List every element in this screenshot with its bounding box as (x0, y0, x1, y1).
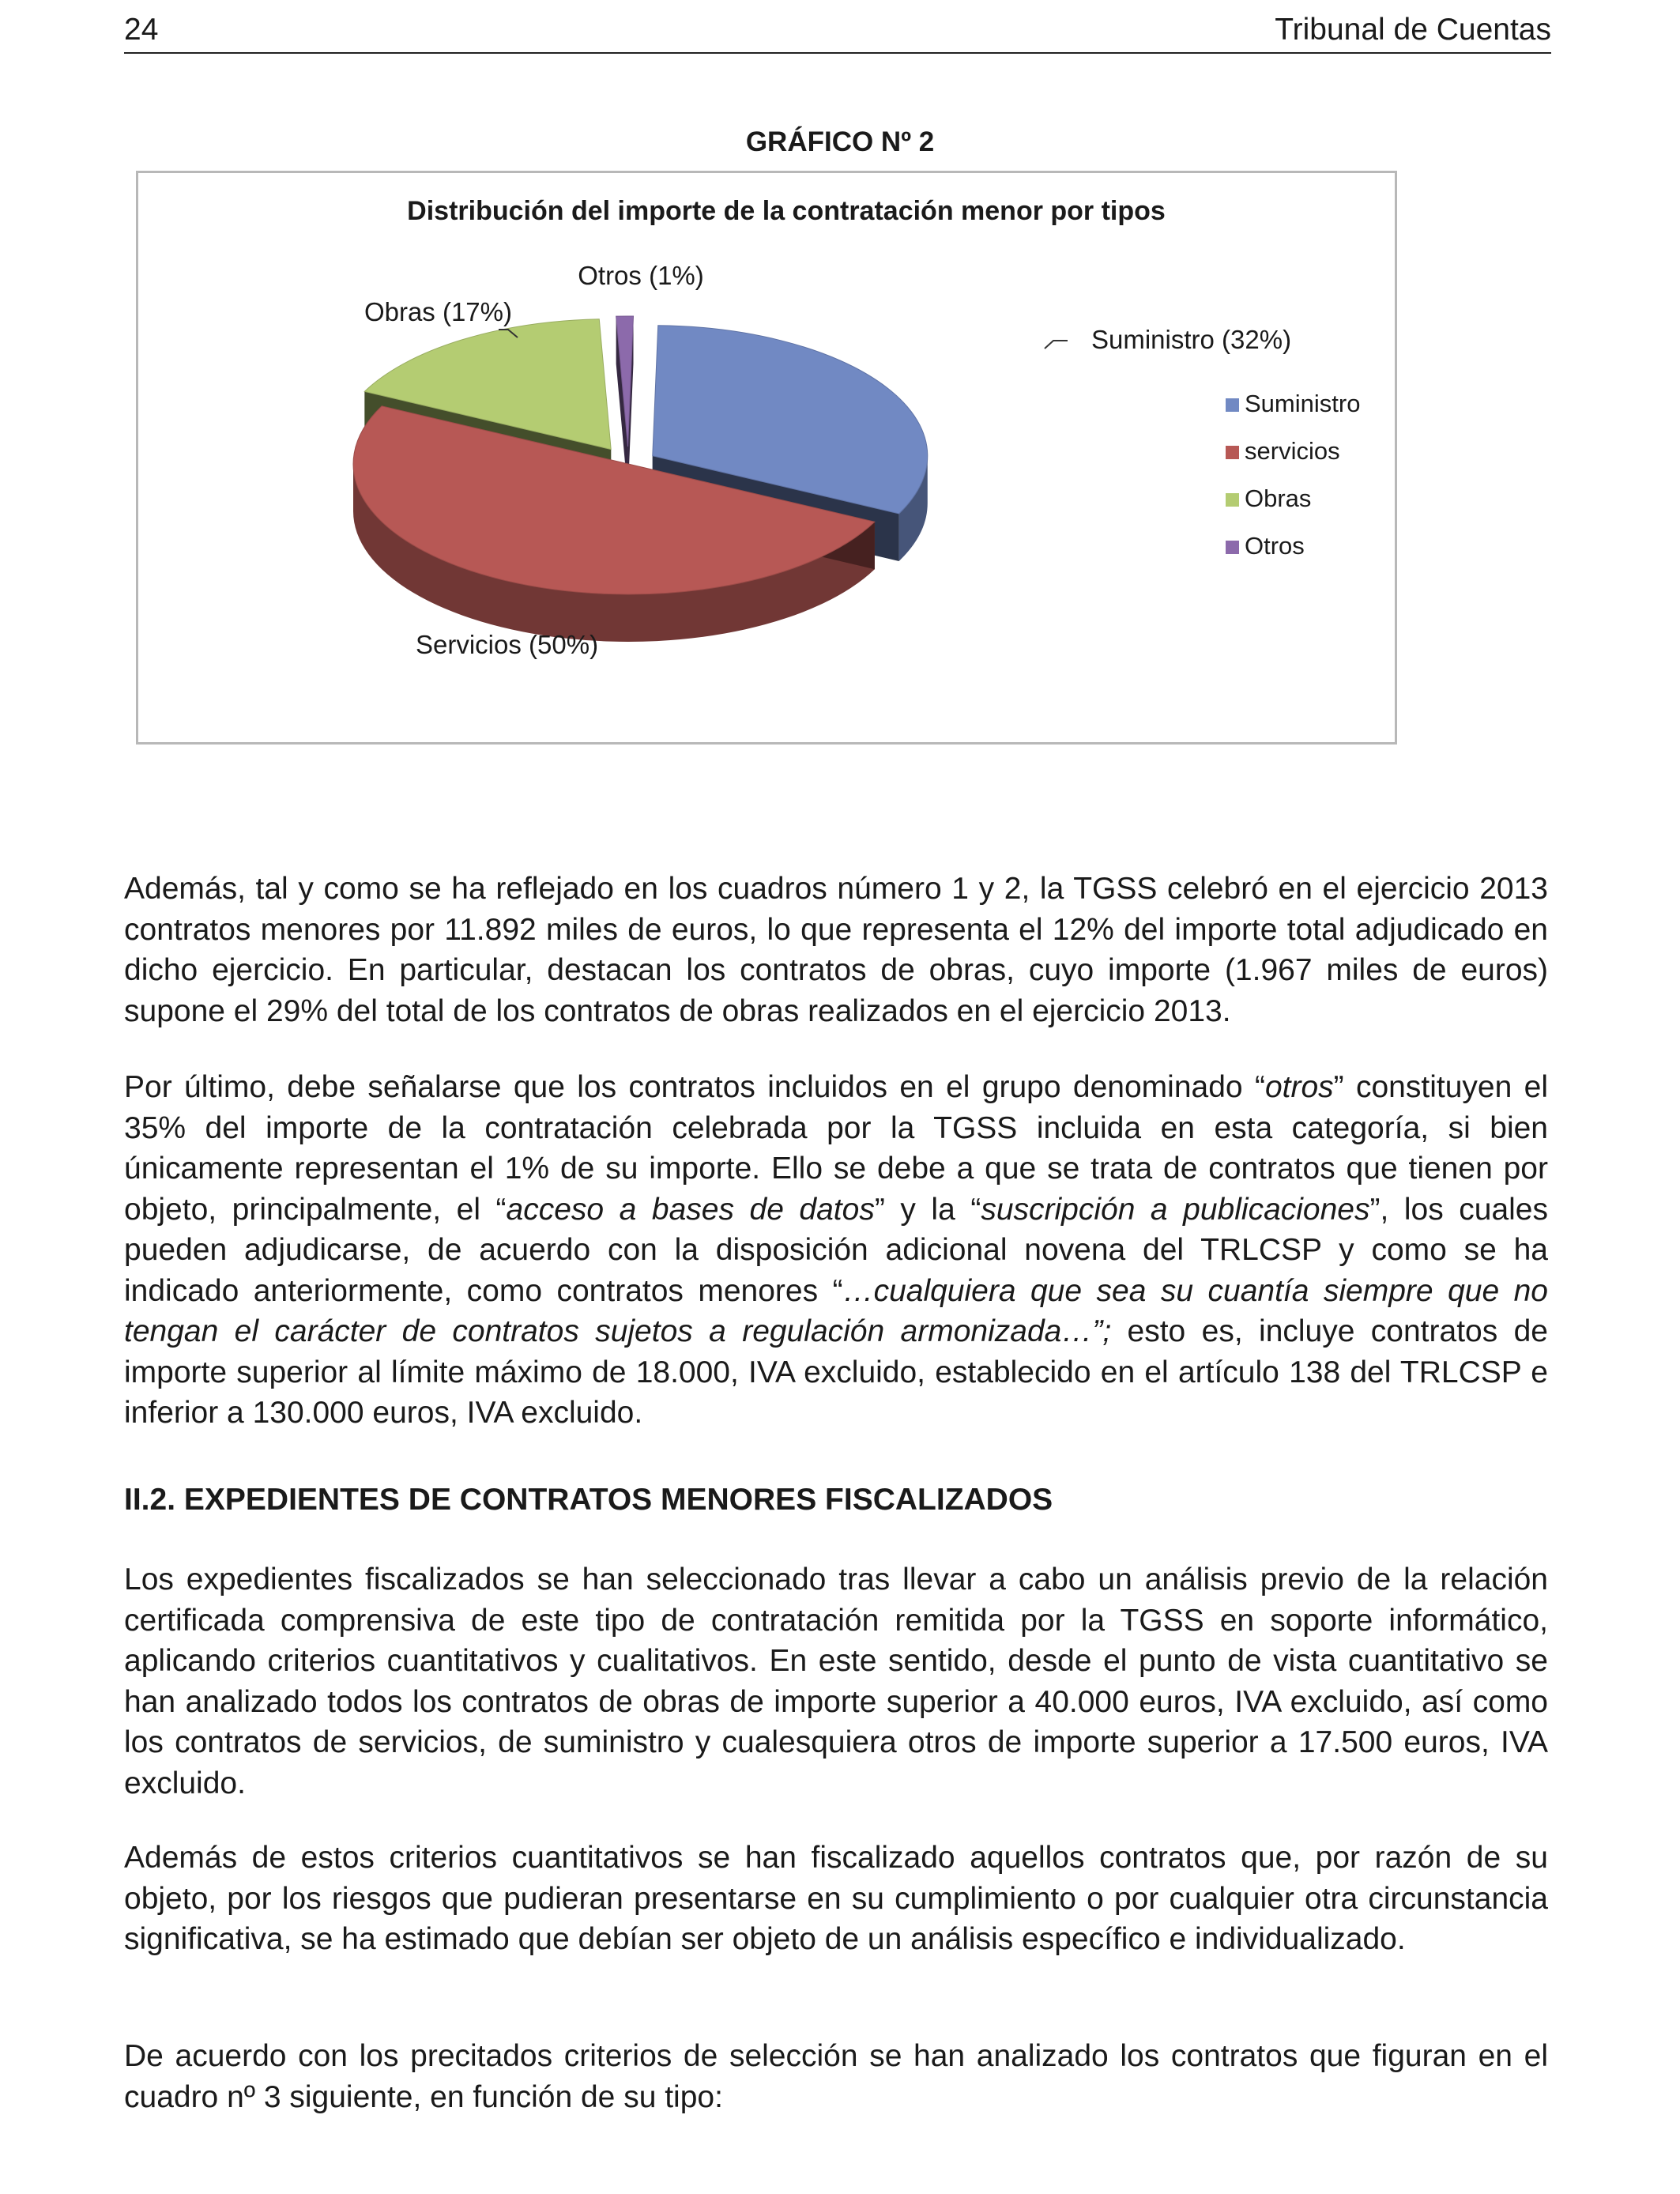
data-label-suministro: Suministro (32%) (1091, 325, 1292, 354)
italic-suscripcion: suscripción a publicaciones (981, 1192, 1370, 1227)
running-title: Tribunal de Cuentas (1275, 13, 1551, 47)
pie-chart (138, 173, 1395, 742)
legend-swatch-suministro (1226, 398, 1239, 412)
paragraph-5: De acuerdo con los precitados criterios de selección se han analizado los contratos que figuran en el cuadro nº 3 siguiente, en función de su tipo: (124, 2039, 1548, 2114)
paragraph-3: Los expedientes fiscalizados se han seleccionado tras llevar a cabo un análisis previo de la relación certificada comprensiva de este tipo de contratación remitida por la TGSS en soporte informático, aplicando criterios cuantitativos y cualitativos. En este sentido, desde el punto de vista cuantitativo se han analizado todos los contratos de obras de importe superior a 40.000 euros, IVA excluido, así como los contratos de servicios, de suministro y cualesquiera otros de importe superior a 17.500 euros, IVA excluido. (124, 1563, 1548, 1800)
italic-acceso: acceso a bases de datos (506, 1192, 875, 1227)
page-number: 24 (124, 13, 159, 47)
legend (1226, 390, 1360, 560)
legend-label-suministro: Suministro (1245, 390, 1361, 417)
paragraph-4: Además de estos criterios cuantitativos se han fiscalizado aquellos contratos que, por razón de su objeto, por los riesgos que pudieran presentarse en su cumplimiento o por cualquier otra circunstancia significativa, se ha estimado que debían ser objeto de un análisis específico e individualizado. (124, 1841, 1548, 1956)
data-label-obras: Obras (17%) (363, 297, 512, 326)
chart-frame (136, 171, 1397, 745)
pie-slices (353, 316, 928, 642)
page-header (124, 8, 1551, 54)
legend-label-obras: Obras (1245, 484, 1312, 512)
italic-otros: otros (1264, 1070, 1334, 1104)
leader-line (1045, 341, 1068, 349)
paragraph-2: Por último, debe señalarse que los contratos incluidos en el grupo denominado “otros” constituyen el 35% del importe de la contratación celebrada por la TGSS incluida en esta categoría, si bien únicamente representan el 1% de su importe. Ello se debe a que se trata de contratos que tienen por objeto, principalmente, el “acceso a bases de datos” y la “suscripción a publicaciones”, los cuales pueden adjudicarse, de acuerdo con la disposición adicional novena del TRLCSP y como se ha indicado anteriormente, como contratos menores “…cualquiera que sea su cuantía siempre que no tengan el carácter de contratos sujetos a regulación armonizada…”; esto es, incluye contratos de importe superior al límite máximo de 18.000, IVA excluido, establecido en el artículo 138 del TRLCSP e inferior a 130.000 euros, IVA excluido. (124, 1070, 1548, 1430)
paragraph-1: Además, tal y como se ha reflejado en los cuadros número 1 y 2, la TGSS celebró en el ejercicio 2013 contratos menores por 11.892 miles de euros, lo que representa el 12% del importe total adjudicado en dicho ejercicio. En particular, destacan los contratos de obras, cuyo importe (1.967 miles de euros) supone el 29% del total de los contratos de obras realizados en el ejercicio 2013. (124, 872, 1548, 1028)
figure-caption: GRÁFICO Nº 2 (745, 126, 935, 157)
legend-swatch-otros (1226, 541, 1239, 554)
legend-label-otros: Otros (1245, 532, 1305, 560)
section-heading: II.2. EXPEDIENTES DE CONTRATOS MENORES FISCALIZADOS (124, 1483, 1053, 1517)
data-label-servicios: Servicios (50%) (416, 630, 599, 659)
legend-swatch-servicios (1226, 446, 1239, 459)
chart-title: Distribución del importe de la contratación menor por tipos (407, 196, 1166, 226)
legend-label-servicios: servicios (1245, 437, 1340, 465)
data-label-otros: Otros (1%) (578, 261, 704, 290)
italic-quote: …cualquiera que sea su cuantía siempre que no tengan el carácter de contratos sujetos a regulación armonizada…”; (124, 1273, 1548, 1348)
legend-swatch-obras (1226, 493, 1239, 507)
